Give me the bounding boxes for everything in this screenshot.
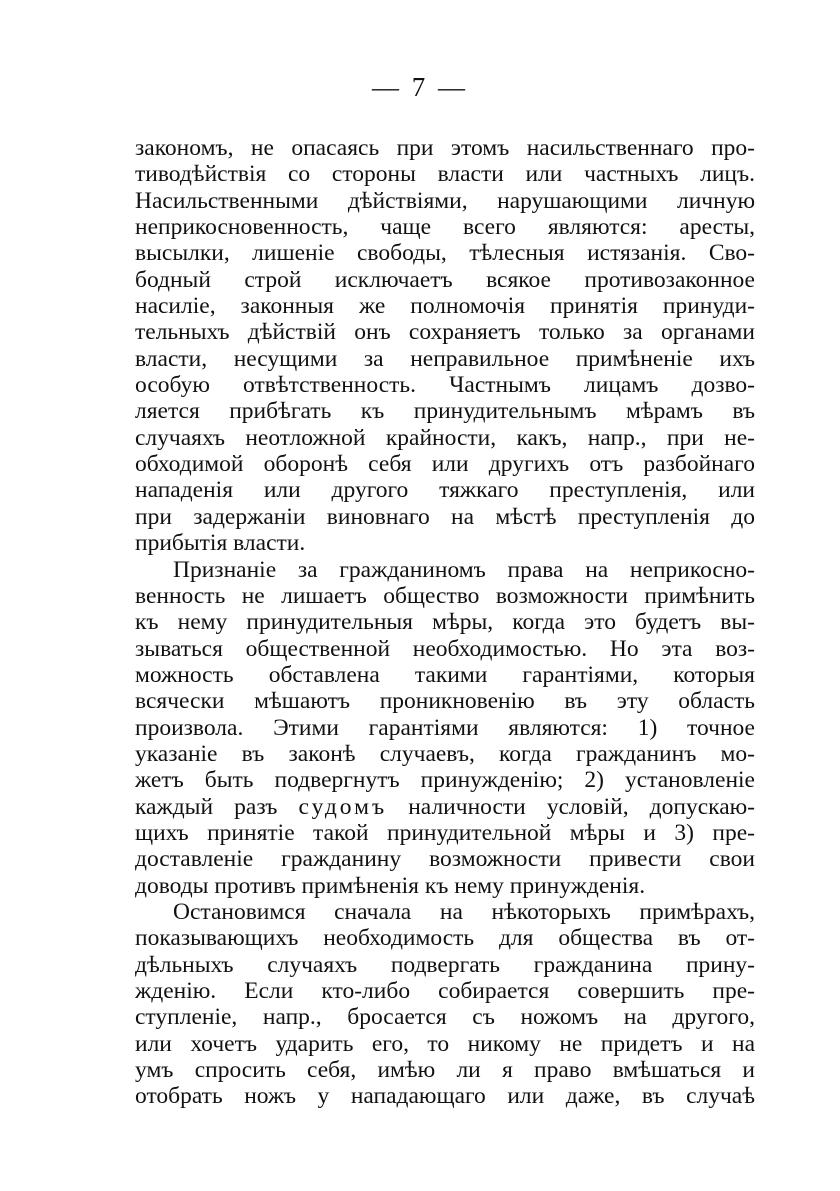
body-text <box>135 135 755 1110</box>
text-line: венность не лишаетъ общество возможности примѣнить <box>135 582 755 609</box>
text-line: доставленіе гражданину возможности привести свои <box>135 846 755 873</box>
text-line: бодный строй исключаетъ всякое противозаконное <box>135 266 755 293</box>
text-line: насиліе, законныя же полномочія принятія принуди- <box>135 293 755 320</box>
text-line: показывающихъ необходимость для общества въ от- <box>135 925 755 952</box>
text-line-with-emphasis <box>135 794 755 820</box>
text-line: тельныхъ дѣйствій онъ сохраняетъ только за органами <box>135 319 755 346</box>
text-line: тиводѣйствія со стороны власти или частныхъ лицъ. <box>135 161 755 188</box>
text-line: дѣльныхъ случаяхъ подвергать гражданина прину- <box>135 951 755 978</box>
text-line: произвола. Этими гарантіями являются: 1) точное <box>135 714 755 741</box>
text-line: Насильственными дѣйствіями, нарушающими личную <box>135 187 755 214</box>
text-line: всячески мѣшаютъ проникновенію въ эту область <box>135 688 755 715</box>
text-line: щихъ принятіе такой принудительной мѣры и 3) пре- <box>135 819 755 846</box>
text-line: при задержаніи виновнаго на мѣстѣ преступленія до <box>135 503 755 530</box>
paragraph-3 <box>135 899 755 1110</box>
text-line: указаніе въ законѣ случаевъ, когда гражданинъ мо- <box>135 740 755 767</box>
text-line: жденію. Если кто-либо собирается совершить пре- <box>135 978 755 1004</box>
text-line: зываться общественной необходимостью. Но эта воз- <box>135 635 755 662</box>
paragraph-2 <box>135 557 755 899</box>
text-line: особую отвѣтственность. Частнымъ лицамъ дозво- <box>135 372 755 399</box>
text-line: умъ спросить себя, имѣю ли я право вмѣшаться и <box>135 1057 755 1084</box>
text-line: ступленіе, напр., бросается съ ножомъ на другого, <box>135 1004 755 1031</box>
emphasized-word: судомъ <box>298 793 388 820</box>
text-line: можность обставлена такими гарантіями, которыя <box>135 661 755 688</box>
text-fragment: каждый разъ <box>135 793 299 820</box>
text-line: ляется прибѣгать къ принудительнымъ мѣрамъ въ <box>135 398 755 425</box>
text-line: власти, несущими за неправильное примѣненіе ихъ <box>135 345 755 372</box>
text-line: жетъ быть подвергнутъ принужденію; 2) установленіе <box>135 767 755 794</box>
text-line: закономъ, не опасаясь при этомъ насильственнаго про- <box>135 135 755 161</box>
text-line: прибытія власти. <box>135 530 306 557</box>
text-fragment: наличности условій, допускаю- <box>387 793 755 820</box>
text-line: или хочетъ ударить его, то никому не придетъ и на <box>135 1030 755 1057</box>
text-line: отобрать ножъ у нападающаго или даже, въ случаѣ <box>135 1083 755 1110</box>
text-line: доводы противъ примѣненія къ нему принужденія. <box>135 872 646 899</box>
text-line: нападенія или другого тяжкаго преступленія, или <box>135 477 755 504</box>
text-line: Признаніе за гражданиномъ права на неприкосно- <box>173 556 755 583</box>
text-line: Остановимся сначала на нѣкоторыхъ примѣрахъ, <box>173 898 755 925</box>
text-line: неприкосновенность, чаще всего являются: аресты, <box>135 214 755 241</box>
page-number: — 7 — <box>372 72 468 102</box>
paragraph-1 <box>135 135 755 557</box>
text-line: случаяхъ неотложной крайности, какъ, напр., при не- <box>135 424 755 451</box>
text-line: высылки, лишеніе свободы, тѣлесныя истязанія. Сво- <box>135 240 755 267</box>
text-line: къ нему принудительныя мѣры, когда это будетъ вы- <box>135 609 755 636</box>
text-line: обходимой оборонѣ себя или другихъ отъ разбойнаго <box>135 451 755 478</box>
